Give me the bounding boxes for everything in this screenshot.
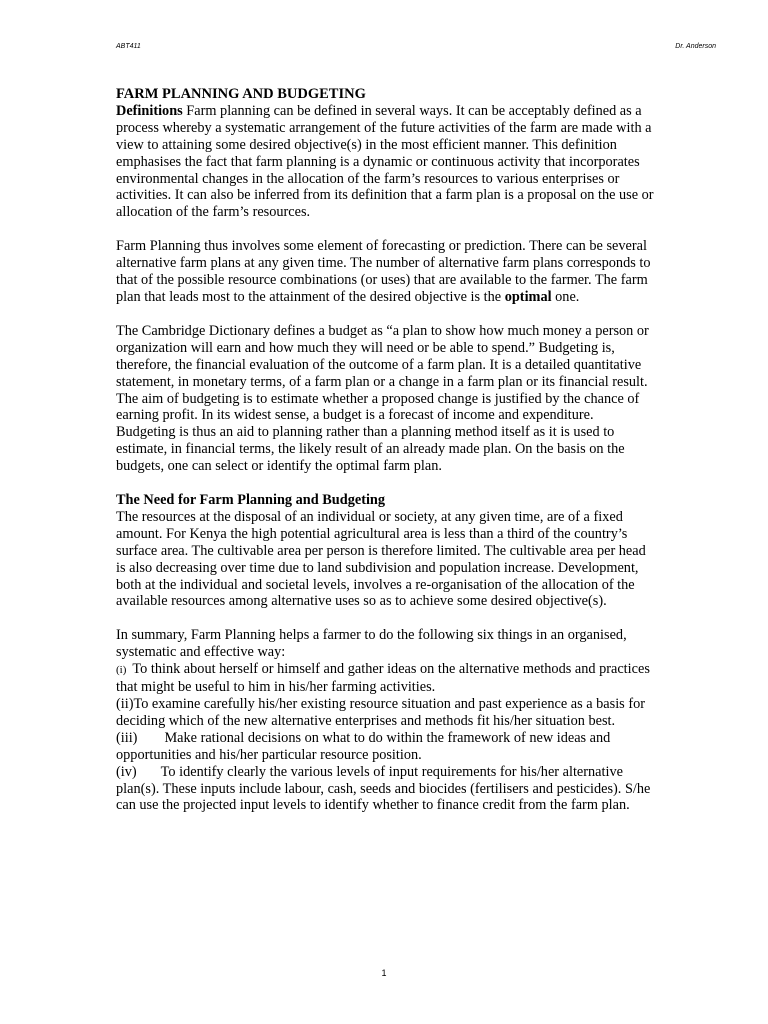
document-title: FARM PLANNING AND BUDGETING bbox=[116, 86, 366, 102]
document-body bbox=[116, 86, 656, 814]
list-item-iv bbox=[116, 764, 656, 815]
list-item-text: Make rational decisions on what to do within the framework of new ideas and opportunities and his/her particular resource position. bbox=[116, 729, 611, 763]
list-item-ii bbox=[116, 696, 656, 730]
list-marker: (iii) bbox=[116, 729, 138, 746]
need-heading: The Need for Farm Planning and Budgeting bbox=[116, 492, 386, 509]
list-item-i bbox=[116, 661, 656, 696]
forecast-paragraph bbox=[116, 238, 656, 306]
definitions-paragraph bbox=[116, 103, 656, 221]
forecast-tail: one. bbox=[551, 288, 580, 305]
budget-paragraph: The Cambridge Dictionary defines a budget as “a plan to show how much money a person or organization will earn and how much they will need or be able to spend.” Budgeting is, therefore, the financial evaluation of the outcome of a farm plan. It is a detailed quantitative statement, in monetary terms, of a farm plan or a change in a farm plan or its financial result. The aim of budgeting is to estimate whether a proposed change is justified by the chance of earning profit. In its widest sense, a budget is a forecast of income and expenditure. Budgeting is thus an aid to planning rather than a planning method itself as it is used to estimate, in financial terms, the likely result of an already made plan. On the basis on the budgets, one can select or identify the optimal farm plan. bbox=[116, 322, 649, 475]
header-author: Dr. Anderson bbox=[675, 43, 716, 50]
forecast-text: Farm Planning thus involves some element of forecasting or prediction. There can be several alternative farm plans at any given time. The number of alternative farm plans corresponds to that of the possible resource combinations (or uses) that are available to the farmer. The farm plan that leads most to the attainment of the desired objective is the bbox=[116, 238, 651, 305]
list-item-iii bbox=[116, 730, 656, 764]
list-marker: (ii) bbox=[116, 696, 134, 712]
need-paragraph: The resources at the disposal of an individual or society, at any given time, are of a fixed amount. For Kenya the high potential agricultural area is less than a third of the country’s surface area. The cultivable area per person is therefore limited. The cultivable area per head is also decreasing over time due to land subdivision and population increase. Development, both at the individual and societal levels, involves a re-organisation of the allocation of the available resources among alternative uses so as to achieve some desired objective(s). bbox=[116, 508, 646, 610]
list-item-text: To examine carefully his/her existing resource situation and past experience as a basis for deciding which of the new alternative enterprises and methods fit his/her situation best. bbox=[116, 696, 645, 729]
definitions-text: Farm planning can be defined in several ways. It can be acceptably defined as a process whereby a systematic arrangement of the future activities of the farm are made with a view to attaining some desired objective(s) in the most efficient manner. This definition emphasises the fact that farm planning is a dynamic or continuous activity that incorporates environmental changes in the allocation of the farm’s resources to various enterprises or activities. It can also be inferred from its definition that a farm plan is a proposal on the use or allocation of the farm’s resources. bbox=[116, 102, 654, 221]
summary-intro: In summary, Farm Planning helps a farmer to do the following six things in an organised, systematic and effective way: bbox=[116, 627, 627, 661]
list-item-text: To identify clearly the various levels of input requirements for his/her alternative plan(s). These inputs include labour, cash, seeds and biocides (fertilisers and pesticides). S/he can use the projected input levels to identify whether to finance credit from the farm plan. bbox=[116, 763, 651, 814]
header-course-code: ABT411 bbox=[116, 43, 141, 50]
definitions-label: Definitions bbox=[116, 102, 183, 119]
list-marker: (iv) bbox=[116, 763, 137, 780]
list-item-text: To think about herself or himself and gather ideas on the alternative methods and practices that might be useful to him in his/her farming activities. bbox=[116, 661, 650, 696]
list-marker: (i) bbox=[116, 664, 127, 677]
optimal-term: optimal bbox=[504, 288, 552, 305]
page-number: 1 bbox=[381, 968, 387, 978]
